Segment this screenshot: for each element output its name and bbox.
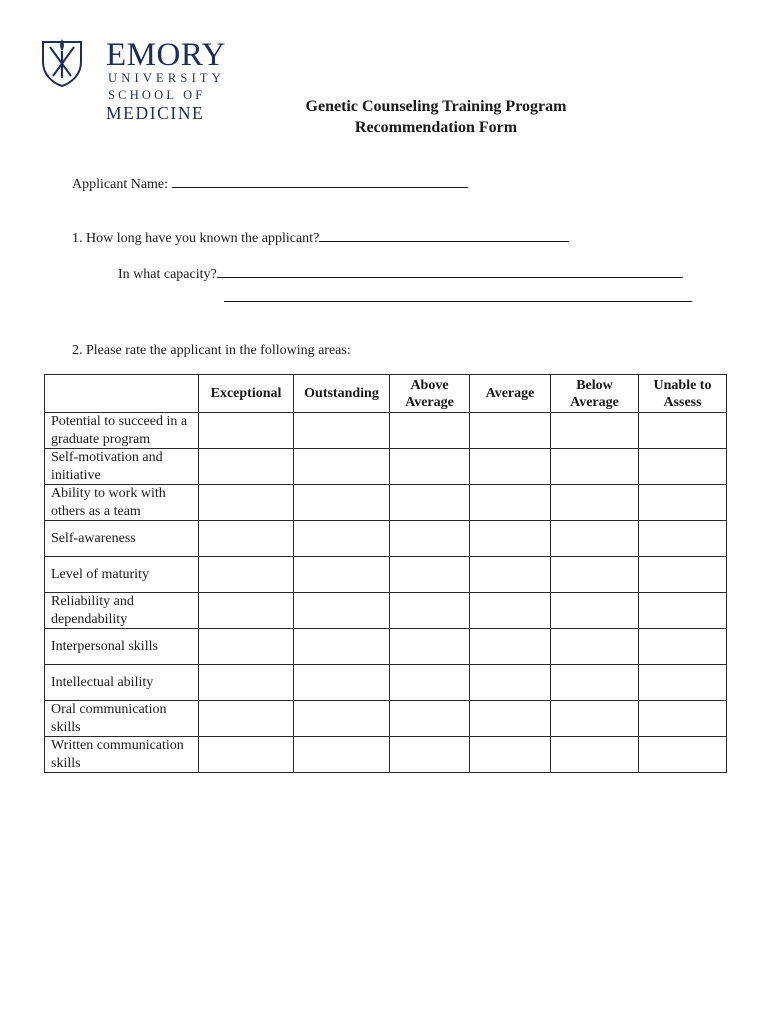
rating-cell[interactable] [199, 485, 294, 521]
rating-cell[interactable] [199, 629, 294, 665]
rating-cell[interactable] [639, 557, 727, 593]
rating-row [45, 665, 727, 701]
rating-cell[interactable] [551, 521, 639, 557]
rating-cell[interactable] [639, 413, 727, 449]
rating-cell[interactable] [470, 593, 551, 629]
rating-cell[interactable] [199, 413, 294, 449]
rating-cell[interactable] [639, 485, 727, 521]
capacity-field-line2[interactable] [224, 287, 692, 302]
capacity-row-2 [224, 287, 692, 308]
rating-cell[interactable] [294, 737, 390, 773]
rating-cell[interactable] [470, 485, 551, 521]
rating-cell[interactable] [199, 449, 294, 485]
rating-cell[interactable] [199, 701, 294, 737]
column-header: Above Average [390, 375, 470, 413]
rating-cell[interactable] [639, 449, 727, 485]
rating-cell[interactable] [470, 665, 551, 701]
rating-cell[interactable] [470, 449, 551, 485]
rating-cell[interactable] [390, 413, 470, 449]
rating-cell[interactable] [199, 521, 294, 557]
rating-cell[interactable] [199, 593, 294, 629]
rating-header-row [45, 375, 727, 413]
rating-row [45, 593, 727, 629]
row-label: Level of maturity [45, 557, 199, 593]
rating-cell[interactable] [390, 593, 470, 629]
row-label: Self-motivation and initiative [45, 449, 199, 485]
question2-label: 2. Please rate the applicant in the following areas: [72, 343, 351, 358]
rating-cell[interactable] [470, 413, 551, 449]
form-title-line1: Genetic Counseling Training Program [305, 98, 567, 115]
rating-cell[interactable] [390, 665, 470, 701]
known-duration-field[interactable] [319, 227, 569, 242]
column-header: Outstanding [294, 375, 390, 413]
shield-torch-icon [40, 38, 84, 88]
emory-logo [40, 38, 230, 128]
rating-row [45, 701, 727, 737]
rating-cell[interactable] [551, 413, 639, 449]
rating-cell[interactable] [294, 449, 390, 485]
rating-cell[interactable] [639, 629, 727, 665]
rating-cell[interactable] [551, 701, 639, 737]
rating-cell[interactable] [470, 701, 551, 737]
capacity-field[interactable] [217, 263, 683, 278]
rating-cell[interactable] [551, 665, 639, 701]
rating-cell[interactable] [551, 629, 639, 665]
rating-cell[interactable] [470, 737, 551, 773]
row-label: Ability to work with others as a team [45, 485, 199, 521]
question1-row [72, 227, 569, 248]
rating-cell[interactable] [639, 737, 727, 773]
row-label: Oral communication skills [45, 701, 199, 737]
rating-cell[interactable] [551, 737, 639, 773]
rating-cell[interactable] [390, 485, 470, 521]
rating-cell[interactable] [551, 557, 639, 593]
rating-cell[interactable] [294, 593, 390, 629]
logo-university-text: UNIVERSITY [108, 71, 225, 85]
rating-cell[interactable] [294, 413, 390, 449]
logo-emory-text: EMORY [106, 37, 226, 73]
capacity-row [118, 263, 683, 284]
rating-row [45, 449, 727, 485]
rating-cell[interactable] [639, 665, 727, 701]
form-title-line2: Recommendation Form [354, 119, 518, 136]
capacity-label: In what capacity? [118, 267, 217, 282]
row-label: Potential to succeed in a graduate program [45, 413, 199, 449]
rating-table [44, 374, 727, 773]
rating-row [45, 413, 727, 449]
rating-cell[interactable] [390, 557, 470, 593]
rating-row [45, 629, 727, 665]
rating-row [45, 737, 727, 773]
rating-cell[interactable] [199, 557, 294, 593]
applicant-name-row [72, 173, 468, 194]
rating-cell[interactable] [551, 485, 639, 521]
rating-cell[interactable] [390, 449, 470, 485]
rating-cell[interactable] [199, 665, 294, 701]
rating-cell[interactable] [390, 701, 470, 737]
row-label: Interpersonal skills [45, 629, 199, 665]
rating-cell[interactable] [294, 557, 390, 593]
rating-cell[interactable] [639, 521, 727, 557]
row-label: Self-awareness [45, 521, 199, 557]
logo-medicine-text: MEDICINE [106, 103, 205, 123]
rating-cell[interactable] [551, 593, 639, 629]
rating-cell[interactable] [199, 737, 294, 773]
rating-cell[interactable] [639, 593, 727, 629]
column-header: Average [470, 375, 551, 413]
column-header: Below Average [551, 375, 639, 413]
logo-school-of-text: SCHOOL OF [108, 88, 206, 102]
column-header: Unable to Assess [639, 375, 727, 413]
rating-row [45, 485, 727, 521]
rating-cell[interactable] [294, 629, 390, 665]
rating-cell[interactable] [470, 629, 551, 665]
applicant-name-field[interactable] [172, 173, 468, 188]
rating-cell[interactable] [551, 449, 639, 485]
rating-cell[interactable] [639, 701, 727, 737]
applicant-name-label: Applicant Name: [72, 177, 172, 192]
rating-row [45, 521, 727, 557]
rating-cell[interactable] [470, 557, 551, 593]
rating-cell[interactable] [390, 521, 470, 557]
rating-cell[interactable] [294, 521, 390, 557]
row-label: Written communication skills [45, 737, 199, 773]
question2-row [72, 342, 351, 360]
rating-cell[interactable] [390, 629, 470, 665]
rating-cell[interactable] [294, 701, 390, 737]
row-label: Reliability and dependability [45, 593, 199, 629]
row-label: Intellectual ability [45, 665, 199, 701]
rating-cell[interactable] [390, 737, 470, 773]
question1-label: 1. How long have you known the applicant? [72, 231, 320, 246]
rating-cell[interactable] [470, 521, 551, 557]
header-blank-cell [45, 375, 199, 413]
rating-row [45, 557, 727, 593]
column-header: Exceptional [199, 375, 294, 413]
rating-cell[interactable] [294, 485, 390, 521]
form-title [250, 96, 622, 138]
rating-cell[interactable] [294, 665, 390, 701]
